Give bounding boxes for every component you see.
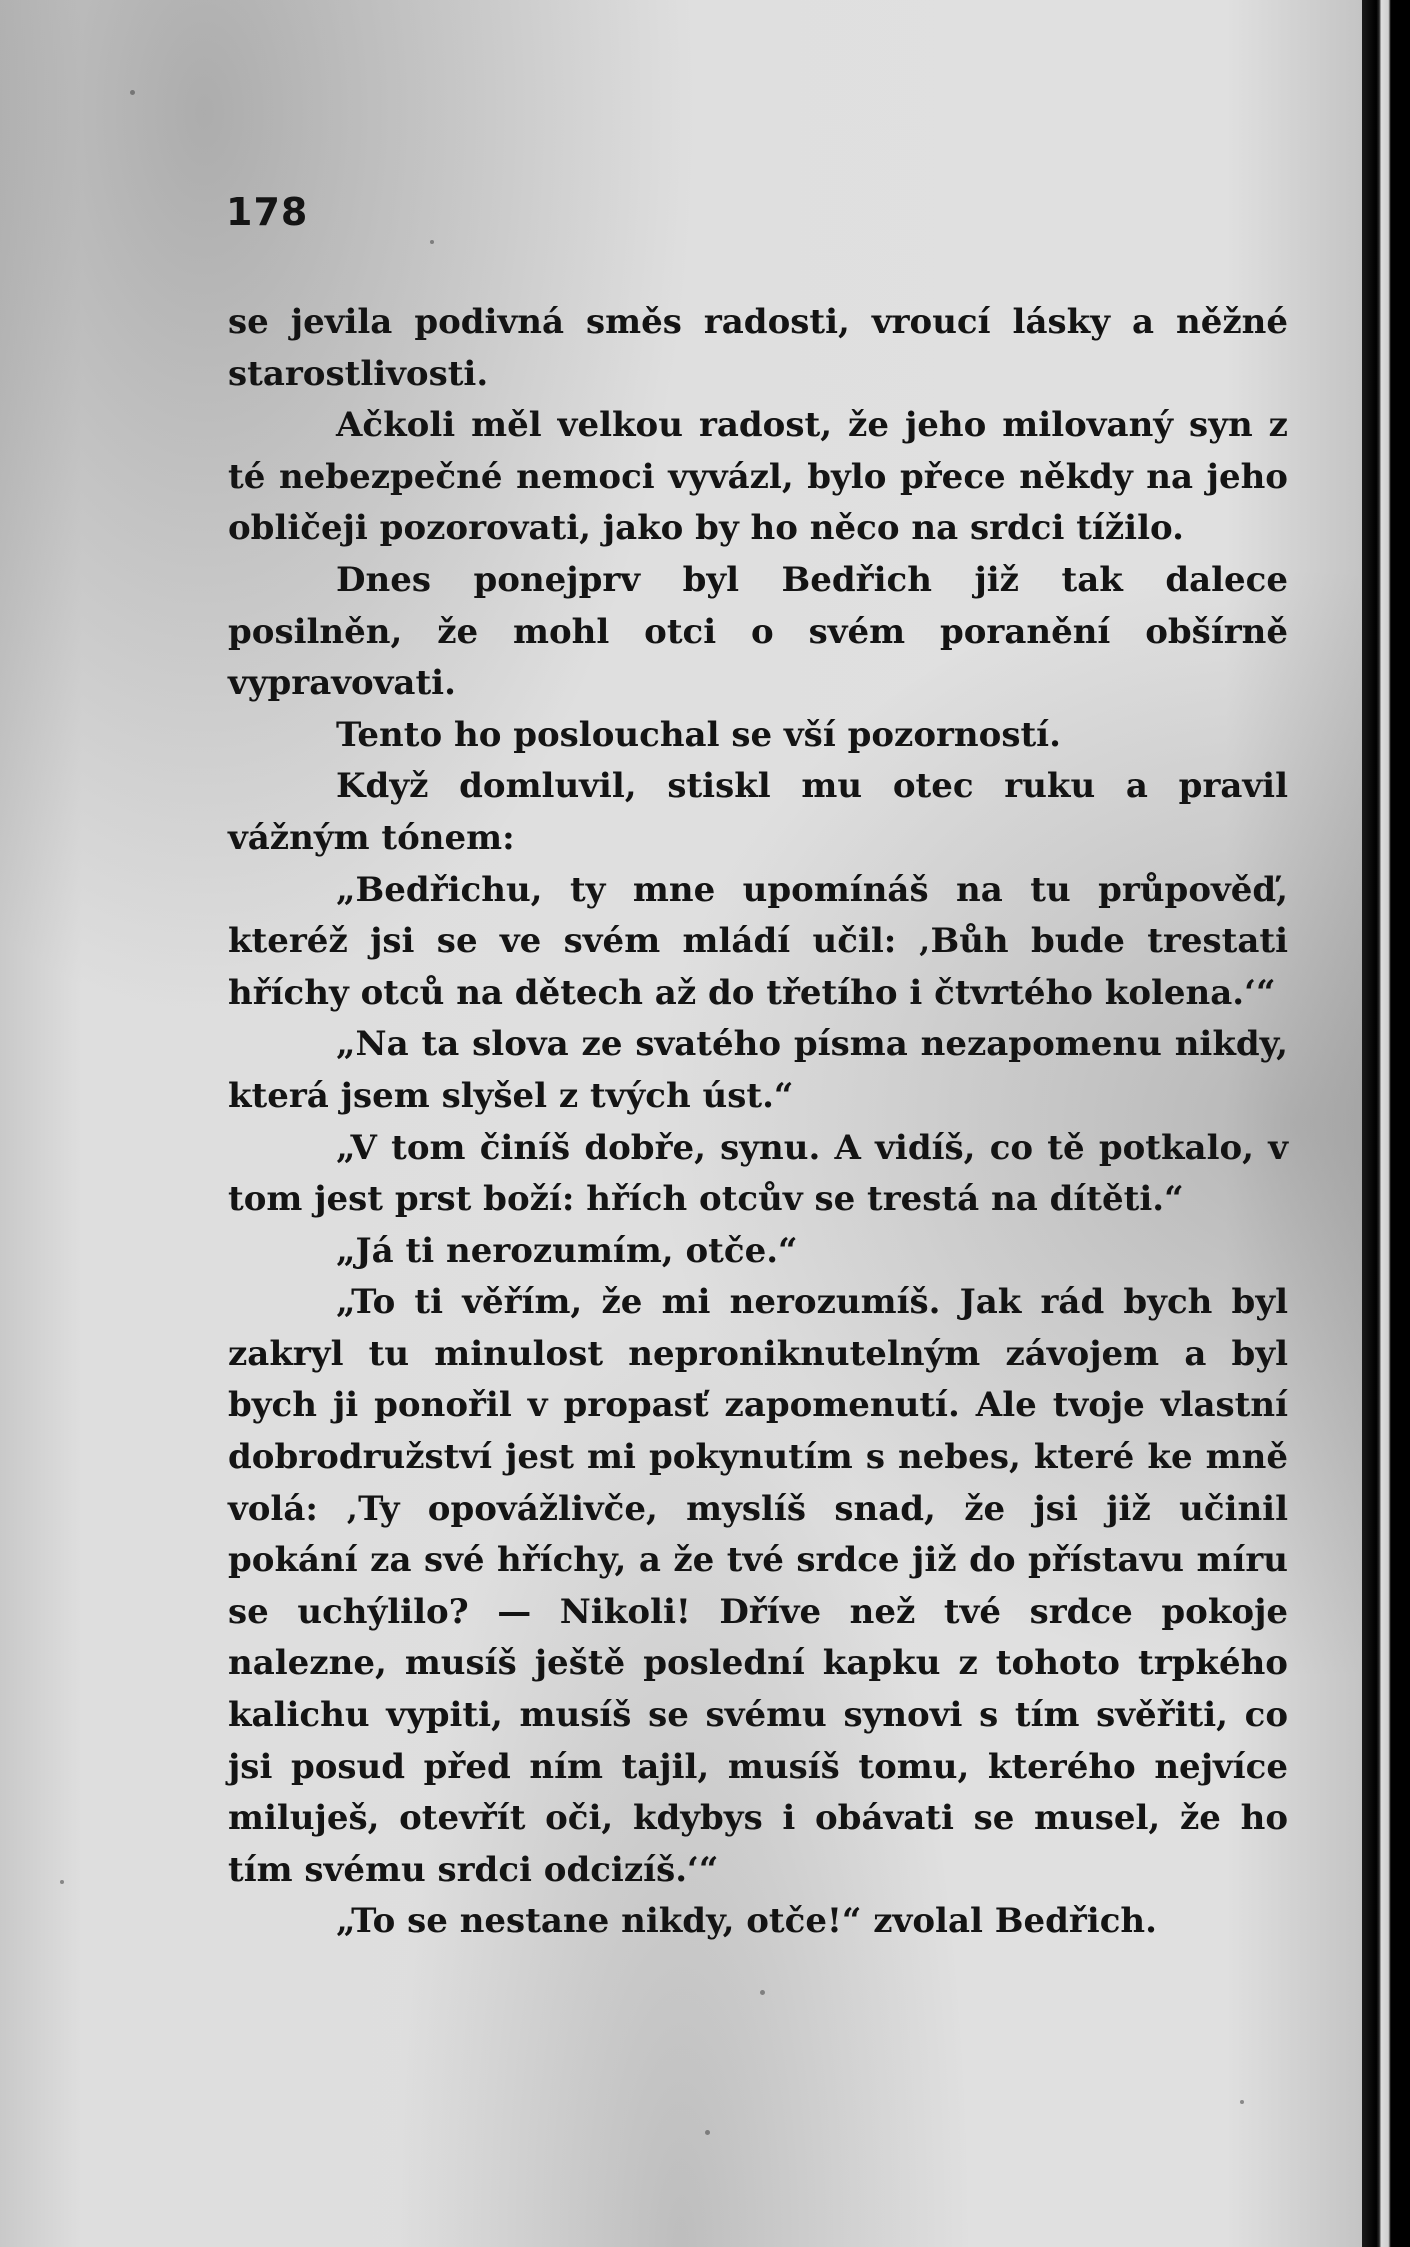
- paragraph: „V tom činíš dobře, synu. A vidíš, co tě potkalo, v tom jest prst boží: hřích otcův se trestá na dítěti.“: [228, 1127, 1288, 1220]
- paragraph: se jevila podivná směs radosti, vroucí lásky a něžné starostlivosti.: [228, 302, 1288, 394]
- body-text: [228, 297, 1288, 1948]
- paragraph: „Já ti nerozumím, otče.“: [336, 1230, 798, 1271]
- paper-speck: [60, 1880, 64, 1884]
- paragraph: Když domluvil, stiskl mu otec ruku a pravil vážným tónem:: [228, 766, 1288, 858]
- paper-speck: [1240, 2100, 1244, 2104]
- paper-speck: [760, 1990, 765, 1995]
- paper-speck: [430, 240, 434, 244]
- paper-speck: [130, 90, 135, 95]
- page-edge-shadow: [1362, 0, 1410, 2247]
- paragraph: „To ti věřím, že mi nerozumíš. Jak rád bych byl zakryl tu minulost neproniknutelným závojem a byl bych ji ponořil v propasť zapomenutí. Ale tvoje vlastní dobrodružství jest mi pokynutím s nebes, které ke mně volá: ‚Ty opovážlivče, myslíš snad, že jsi již učinil pokání za své hříchy, a že tvé srdce již do přístavu míru se uchýlilo? — Nikoli! Dříve než tvé srdce pokoje nalezne, musíš ještě poslední kapku z tohoto trpkého kalichu vypiti, musíš se svému synovi s tím svěřiti, co jsi posud před ním tajil, musíš tomu, kterého nejvíce miluješ, otevřít oči, kdybys i obávati se musel, že ho tím svému srdci odcizíš.‘“: [228, 1282, 1288, 1890]
- paragraph: Ačkoli měl velkou radost, že jeho milovaný syn z té nebezpečné nemoci vyvázl, bylo přece někdy na jeho obličeji pozorovati, jako by ho něco na srdci tížilo.: [228, 405, 1288, 549]
- paragraph: „Bedřichu, ty mne upomínáš na tu průpověď, kteréž jsi se ve svém mládí učil: ‚Bůh bude trestati hříchy otců na dětech až do třetího i čtvrtého kolena.‘“: [228, 869, 1288, 1013]
- paper-speck: [705, 2130, 710, 2135]
- page-number: 178: [226, 190, 309, 234]
- paragraph: „To se nestane nikdy, otče!“ zvolal Bedřich.: [336, 1901, 1157, 1942]
- paragraph: Dnes ponejprv byl Bedřich již tak dalece posilněn, že mohl otci o svém poranění obšírně vypravovati.: [228, 559, 1288, 704]
- paragraph: „Na ta slova ze svatého písma nezapomenu nikdy, která jsem slyšel z tvých úst.“: [228, 1024, 1288, 1116]
- paragraph: Tento ho poslouchal se vší pozorností.: [336, 714, 1061, 755]
